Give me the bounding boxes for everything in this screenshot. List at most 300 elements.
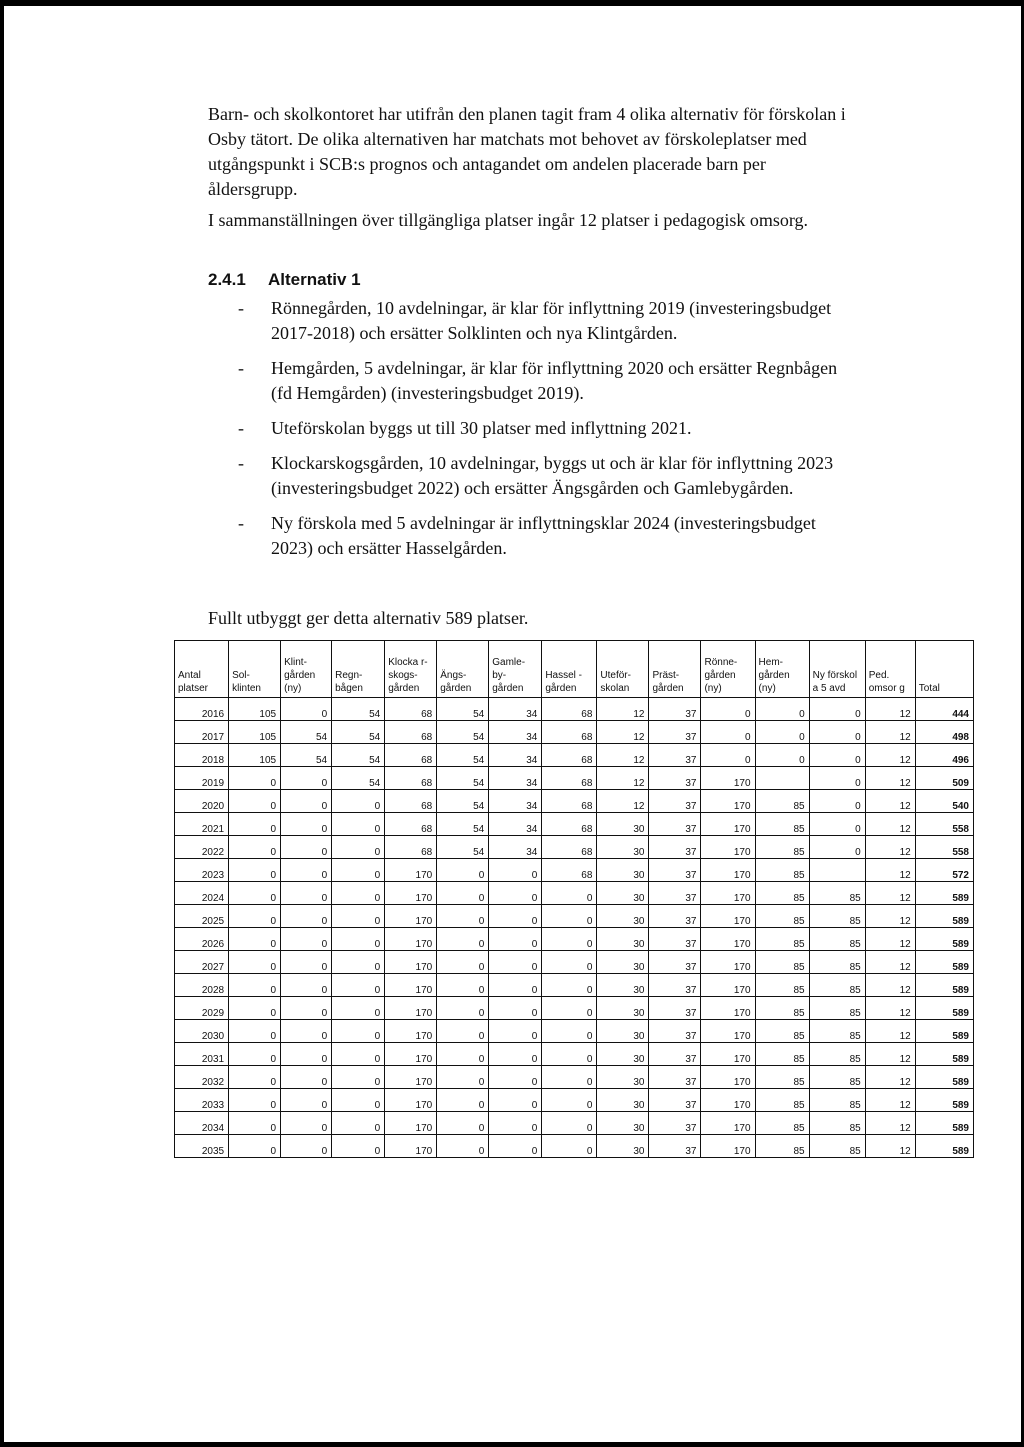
table-cell: 170 [385,882,437,905]
header-antal-platser: Antal platser [175,641,229,698]
total-cell: 589 [915,905,973,928]
table-cell: 68 [542,744,597,767]
section-title: Alternativ 1 [268,270,361,289]
total-cell: 589 [915,974,973,997]
table-cell: 0 [489,928,542,951]
table-cell: 30 [597,951,649,974]
table-cell: 37 [649,882,701,905]
total-cell: 496 [915,744,973,767]
table-cell: 37 [649,744,701,767]
table-cell: 34 [489,790,542,813]
table-cell: 0 [542,997,597,1020]
table-cell: 0 [332,813,385,836]
bullet-item [208,451,848,501]
table-cell: 85 [809,1043,865,1066]
table-cell: 68 [385,790,437,813]
table-cell: 68 [385,721,437,744]
table-cell: 0 [332,997,385,1020]
table-cell: 0 [229,1135,281,1158]
bullet-text: Klockarskogsgården, 10 avdelningar, byggs ut och är klar för inflyttning 2023 (investeringsbudget 2022) och ersätter Ängsgården och Gamlebygården. [271,453,834,498]
table-cell: 170 [385,974,437,997]
table-cell: 68 [542,859,597,882]
table-cell: 170 [385,905,437,928]
table-cell: 54 [332,721,385,744]
total-cell: 589 [915,1066,973,1089]
table-row [175,997,974,1020]
table-cell: 170 [701,928,755,951]
table-cell: 85 [809,928,865,951]
table-cell: 0 [489,1020,542,1043]
table-cell: 54 [332,767,385,790]
header-klintgarden: Klint- gården (ny) [281,641,332,698]
table-cell: 0 [437,1089,489,1112]
year-cell: 2035 [175,1135,229,1158]
table-cell: 37 [649,974,701,997]
table-cell: 170 [701,1020,755,1043]
total-cell: 589 [915,1135,973,1158]
table-cell: 12 [597,698,649,721]
table-cell: 0 [229,790,281,813]
table-cell: 85 [755,1112,809,1135]
table-cell: 68 [385,744,437,767]
table-cell: 30 [597,1043,649,1066]
scan-edge-left [0,0,4,1447]
table-cell: 85 [755,1020,809,1043]
total-cell: 444 [915,698,973,721]
table-cell: 85 [809,951,865,974]
table-cell: 85 [755,951,809,974]
table-cell: 170 [385,928,437,951]
table-cell: 37 [649,859,701,882]
total-cell: 509 [915,767,973,790]
table-cell: 0 [229,951,281,974]
table-cell: 0 [332,836,385,859]
table-cell: 0 [437,974,489,997]
table-cell: 0 [755,744,809,767]
table-cell: 170 [701,1043,755,1066]
bullet-marker: - [238,298,244,318]
capacity-table [174,640,974,1158]
table-cell: 0 [489,1135,542,1158]
table-cell: 85 [809,1135,865,1158]
header-hasselgarden: Hassel - gården [542,641,597,698]
table-cell: 170 [701,1135,755,1158]
header-total: Total [915,641,973,698]
year-cell: 2021 [175,813,229,836]
table-cell: 68 [542,790,597,813]
total-cell: 558 [915,836,973,859]
bullet-item [208,511,848,561]
table-cell: 12 [865,882,915,905]
total-cell: 589 [915,1020,973,1043]
table-cell: 0 [489,951,542,974]
table-cell: 37 [649,1112,701,1135]
table-cell: 12 [597,790,649,813]
table-cell: 85 [809,1089,865,1112]
table-cell: 0 [332,859,385,882]
table-cell: 37 [649,1066,701,1089]
header-gamlebygarden: Gamle- by- gården [489,641,542,698]
table-cell: 37 [649,1089,701,1112]
table-cell: 0 [281,859,332,882]
table-cell: 0 [229,928,281,951]
table-cell: 0 [701,698,755,721]
table-cell: 68 [542,721,597,744]
table-cell: 0 [489,974,542,997]
table-cell: 0 [489,1089,542,1112]
scan-edge-top [0,0,1024,6]
table-cell: 54 [437,813,489,836]
table-cell: 54 [332,744,385,767]
table-cell: 0 [489,859,542,882]
table-cell: 0 [281,928,332,951]
table-cell: 0 [281,836,332,859]
table-cell [755,767,809,790]
table-cell: 0 [542,1135,597,1158]
table-cell: 34 [489,698,542,721]
table-cell: 54 [437,698,489,721]
section-number: 2.4.1 [208,270,246,289]
table-cell: 37 [649,1135,701,1158]
table-cell: 0 [437,859,489,882]
table-row [175,790,974,813]
table-cell: 0 [437,997,489,1020]
header-klockarskogsgarden: Klocka r- skogs- gården [385,641,437,698]
table-cell: 54 [332,698,385,721]
year-cell: 2029 [175,997,229,1020]
bullet-marker: - [238,358,244,378]
table-cell: 0 [437,928,489,951]
bullet-text: Hemgården, 5 avdelningar, är klar för inflyttning 2020 och ersätter Regnbågen (fd Hemgården) (investeringsbudget 2019). [271,358,838,403]
table-cell: 0 [281,974,332,997]
table-cell: 0 [437,882,489,905]
table-row [175,1112,974,1135]
table-cell [809,859,865,882]
table-row [175,1066,974,1089]
header-hemgarden: Hem- gården (ny) [755,641,809,698]
table-cell: 0 [809,698,865,721]
header-uteforskolan: Uteför- skolan [597,641,649,698]
table-cell: 12 [865,859,915,882]
bullet-item [208,296,848,346]
table-cell: 85 [809,882,865,905]
table-cell: 12 [865,997,915,1020]
table-cell: 85 [755,813,809,836]
bullet-item [208,356,848,406]
table-cell: 85 [809,905,865,928]
table-cell: 170 [385,1066,437,1089]
bullet-item [208,416,848,441]
table-row [175,767,974,790]
table-cell: 0 [809,744,865,767]
table-cell: 37 [649,928,701,951]
table-cell: 0 [229,813,281,836]
table-cell: 0 [437,951,489,974]
table-cell: 0 [489,1043,542,1066]
table-cell: 0 [281,698,332,721]
table-cell: 170 [701,813,755,836]
year-cell: 2032 [175,1066,229,1089]
year-cell: 2027 [175,951,229,974]
table-cell: 12 [865,1112,915,1135]
table-cell: 0 [489,1112,542,1135]
table-cell: 68 [385,698,437,721]
table-cell: 12 [865,974,915,997]
total-cell: 572 [915,859,973,882]
table-cell: 0 [332,1020,385,1043]
table-cell: 0 [542,928,597,951]
table-row [175,1089,974,1112]
bullet-text: Ny förskola med 5 avdelningar är inflyttningsklar 2024 (investeringsbudget 2023) och ersätter Hasselgården. [271,513,816,558]
table-cell: 0 [542,951,597,974]
table-cell: 170 [701,882,755,905]
table-cell: 0 [229,882,281,905]
table-cell: 30 [597,1135,649,1158]
table-cell: 170 [701,997,755,1020]
table-cell: 0 [542,974,597,997]
table-row [175,1043,974,1066]
total-cell: 589 [915,928,973,951]
year-cell: 2028 [175,974,229,997]
table-cell: 12 [865,836,915,859]
table-cell: 0 [437,1112,489,1135]
table-cell: 0 [489,905,542,928]
table-cell: 68 [385,813,437,836]
table-cell: 0 [332,882,385,905]
table-cell: 0 [542,1089,597,1112]
table-cell: 85 [755,1135,809,1158]
table-cell: 0 [332,1089,385,1112]
table-cell: 37 [649,951,701,974]
total-cell: 589 [915,997,973,1020]
table-cell: 37 [649,790,701,813]
table-cell: 0 [809,790,865,813]
table-cell: 0 [809,836,865,859]
pedagogisk-omsorg-paragraph: I sammanställningen över tillgängliga platser ingår 12 platser i pedagogisk omsorg. [208,210,809,230]
table-cell: 12 [865,1066,915,1089]
table-row [175,882,974,905]
table-cell: 170 [701,790,755,813]
year-cell: 2033 [175,1089,229,1112]
header-ronnegarden: Rönne- gården (ny) [701,641,755,698]
table-row [175,813,974,836]
table-cell: 54 [281,721,332,744]
table-cell: 105 [229,698,281,721]
table-cell: 85 [755,905,809,928]
table-cell: 30 [597,905,649,928]
section-heading [208,270,361,290]
table-cell: 54 [437,744,489,767]
header-prastgarden: Präst- gården [649,641,701,698]
alternative-bullet-list [208,296,848,571]
table-cell: 12 [865,767,915,790]
total-cell: 558 [915,813,973,836]
table-cell: 0 [229,905,281,928]
table-row [175,859,974,882]
table-cell: 0 [332,1135,385,1158]
table-cell: 0 [229,1089,281,1112]
table-cell: 30 [597,1020,649,1043]
table-cell: 0 [542,1066,597,1089]
table-cell: 0 [281,1089,332,1112]
table-cell: 0 [332,974,385,997]
table-row [175,744,974,767]
table-cell: 170 [701,836,755,859]
table-cell: 0 [281,905,332,928]
total-cell: 589 [915,1089,973,1112]
header-regnbagen: Regn- bågen [332,641,385,698]
table-cell: 0 [229,836,281,859]
table-row [175,928,974,951]
year-cell: 2017 [175,721,229,744]
year-cell: 2019 [175,767,229,790]
table-row [175,951,974,974]
bullet-marker: - [238,453,244,473]
header-angsgarden: Ängs- gården [437,641,489,698]
table-cell: 68 [542,813,597,836]
table-cell: 30 [597,813,649,836]
total-cell: 589 [915,882,973,905]
year-cell: 2016 [175,698,229,721]
table-cell: 30 [597,882,649,905]
table-row [175,721,974,744]
table-cell: 0 [281,1020,332,1043]
table-cell: 0 [332,790,385,813]
table-cell: 170 [701,1066,755,1089]
table-cell: 170 [385,1020,437,1043]
bullet-marker: - [238,418,244,438]
total-cell: 589 [915,951,973,974]
total-cell: 540 [915,790,973,813]
table-cell: 30 [597,928,649,951]
table-cell: 85 [755,1043,809,1066]
table-cell: 85 [809,1020,865,1043]
table-cell: 0 [332,905,385,928]
table-row [175,1135,974,1158]
table-cell: 30 [597,836,649,859]
bullet-text: Rönnegården, 10 avdelningar, är klar för inflyttning 2019 (investeringsbudget 2017-2018) och ersätter Solklinten och nya Klintgården. [271,298,832,343]
year-cell: 2030 [175,1020,229,1043]
table-cell: 0 [229,974,281,997]
table-cell: 170 [385,1135,437,1158]
table-cell: 0 [229,997,281,1020]
header-solklinten: Sol- klinten [229,641,281,698]
table-cell: 0 [281,813,332,836]
table-cell: 0 [437,1135,489,1158]
table-cell: 85 [809,1112,865,1135]
table-cell: 0 [542,1020,597,1043]
table-cell: 54 [281,744,332,767]
table-cell: 0 [281,951,332,974]
table-cell: 37 [649,1043,701,1066]
table-cell: 12 [597,744,649,767]
table-cell: 0 [281,1043,332,1066]
year-cell: 2026 [175,928,229,951]
table-cell: 0 [542,905,597,928]
table-cell: 30 [597,974,649,997]
scan-edge-bottom [0,1442,1024,1447]
table-cell: 170 [385,1112,437,1135]
table-cell: 12 [865,1020,915,1043]
table-cell: 0 [229,1066,281,1089]
table-cell: 30 [597,1066,649,1089]
table-cell: 0 [229,1112,281,1135]
header-ped-omsorg: Ped. omsor g [865,641,915,698]
table-cell: 0 [437,905,489,928]
table-cell: 0 [281,767,332,790]
table-cell: 54 [437,836,489,859]
table-cell: 68 [385,767,437,790]
table-cell: 12 [865,1135,915,1158]
table-cell: 85 [755,928,809,951]
total-cell: 589 [915,1112,973,1135]
table-cell: 12 [597,721,649,744]
table-cell: 0 [281,1066,332,1089]
table-cell: 0 [229,1043,281,1066]
table-cell: 30 [597,997,649,1020]
table-cell: 85 [755,1066,809,1089]
intro-paragraph: Barn- och skolkontoret har utifrån den planen tagit fram 4 olika alternativ för förskolan i Osby tätort. De olika alternativen har matchats mot behovet av förskoleplatser med utgångspunkt i SCB:s prognos och antagandet om andelen placerade barn per åldersgrupp. [208,104,846,199]
table-cell: 0 [229,1020,281,1043]
table-cell: 37 [649,1020,701,1043]
table-cell: 0 [809,721,865,744]
year-cell: 2020 [175,790,229,813]
table-cell: 12 [865,928,915,951]
table-cell: 37 [649,997,701,1020]
table-cell: 105 [229,721,281,744]
table-cell: 0 [542,1043,597,1066]
table-cell: 0 [229,859,281,882]
table-cell: 0 [542,882,597,905]
table-row [175,698,974,721]
table-cell: 0 [281,882,332,905]
table-cell: 0 [755,698,809,721]
table-cell: 37 [649,767,701,790]
table-cell: 54 [437,790,489,813]
table-cell: 170 [701,1089,755,1112]
table-cell: 0 [755,721,809,744]
table-cell: 0 [437,1066,489,1089]
table-cell: 85 [809,1066,865,1089]
table-cell: 0 [489,882,542,905]
table-cell: 12 [865,744,915,767]
table-cell: 12 [597,767,649,790]
year-cell: 2022 [175,836,229,859]
bullet-text: Uteförskolan byggs ut till 30 platser med inflyttning 2021. [271,418,692,438]
table-cell: 68 [542,836,597,859]
table-cell: 12 [865,698,915,721]
table-cell: 85 [755,882,809,905]
table-cell: 0 [332,951,385,974]
table-cell: 37 [649,836,701,859]
table-cell: 85 [755,836,809,859]
table-cell: 0 [489,1066,542,1089]
table-cell: 0 [542,1112,597,1135]
table-cell: 0 [701,744,755,767]
table-cell: 170 [701,905,755,928]
table-cell: 34 [489,836,542,859]
table-cell: 30 [597,1112,649,1135]
table-cell: 0 [809,813,865,836]
table-cell: 12 [865,1043,915,1066]
table-cell: 0 [809,767,865,790]
year-cell: 2031 [175,1043,229,1066]
table-cell: 37 [649,813,701,836]
table-cell: 12 [865,790,915,813]
table-cell: 12 [865,1089,915,1112]
table-cell: 0 [281,997,332,1020]
table-cell: 34 [489,767,542,790]
